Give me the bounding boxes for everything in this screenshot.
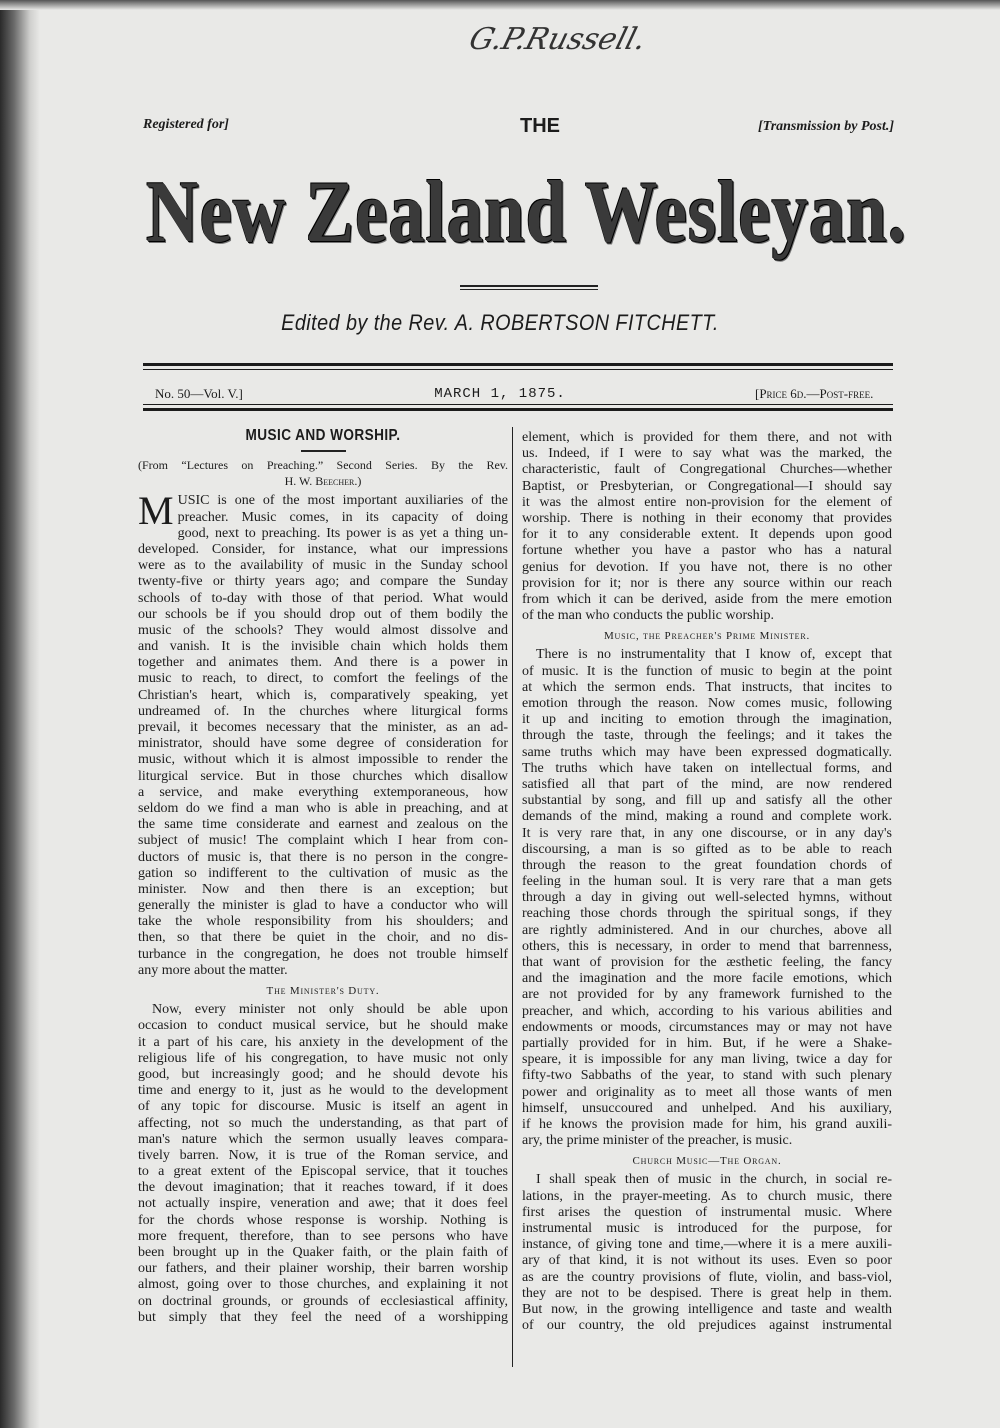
text-line: more frequent, therefore, than to see persons who have bbox=[138, 1228, 508, 1244]
text-line: generally the minister is glad to have a conductor who will bbox=[138, 898, 508, 914]
text-line: element, which is provided for them there, and not with bbox=[522, 430, 892, 445]
text-line: Baptist, or Presbyterian, or Congregational—I should say bbox=[522, 478, 892, 494]
text-line: for it to any considerable extent. It depends upon good bbox=[522, 527, 892, 543]
text-line: any more about the matter. bbox=[138, 962, 288, 978]
editor-line: Edited by the Rev. A. ROBERTSON FITCHETT. bbox=[281, 310, 719, 335]
intro-body bbox=[138, 488, 508, 979]
text-line: affecting, not so much the understanding, as that part of bbox=[138, 1115, 508, 1131]
text-line: that want of provision for the æsthetic feeling, the fancy bbox=[522, 955, 892, 971]
text-line: time and energy to it, just as he would to the development bbox=[138, 1083, 508, 1099]
text-line: ary, the prime minister of the preacher, is music. bbox=[522, 1133, 793, 1149]
text-line: himself, unsuccoured and unhelped. And his auxiliary, bbox=[522, 1100, 892, 1116]
price: [Price 6d.—Post-free. bbox=[755, 386, 874, 401]
text-line: It is very rare that, in any one discourse, or in any day's bbox=[522, 825, 892, 841]
dateline-bottom-rule bbox=[143, 408, 893, 411]
text-line: discoursing, a man is so gifted as to be able to reach bbox=[522, 841, 892, 857]
text-line: There is no instrumentality that I know of, except that bbox=[536, 647, 892, 663]
text-line: characteristic, fault of Congregational Churches—whether bbox=[522, 462, 892, 478]
text-line: turbance in the congregation, he does not trouble himself bbox=[138, 946, 508, 962]
text-line: almost, going over to those churches, and explaining it not bbox=[138, 1277, 508, 1293]
text-line: ary of that kind, it is not without its uses. Even so poor bbox=[522, 1253, 892, 1269]
text-line: to a great extent of the Episcopal service, that it touches bbox=[138, 1164, 508, 1180]
section-lines bbox=[522, 1172, 892, 1334]
text-line: take the whole responsibility from his shoulders; and bbox=[138, 914, 508, 930]
text-line: then, so that there be quiet in the choir, and no dis- bbox=[138, 930, 508, 946]
text-line: I shall speak then of music in the church, in social re- bbox=[536, 1172, 892, 1188]
text-line: fortune whether you have a pastor who has a natural bbox=[522, 543, 892, 559]
text-line: music of the schools? They would almost dissolve and bbox=[138, 622, 508, 638]
text-line: prevail, it becomes necessary that the minister, as an ad- bbox=[138, 720, 508, 736]
column-divider bbox=[512, 427, 513, 1367]
text-line: man's nature which the sermon usually leaves compara- bbox=[138, 1131, 508, 1147]
section-heading: The Minister's Duty. bbox=[266, 985, 380, 998]
text-line: were as to the availability of music in the Sunday school bbox=[138, 558, 508, 574]
text-line: gation so indifferent to the cultivation of music as the bbox=[138, 865, 508, 881]
registered-note: Registered for] bbox=[143, 117, 229, 132]
issue-date: MARCH 1, 1875. bbox=[434, 386, 566, 402]
text-line: religious life of his congregation, to have music not only bbox=[138, 1050, 508, 1066]
right-column bbox=[522, 430, 892, 1334]
text-line: genius for devotion. If you have not, there is no other bbox=[522, 559, 892, 575]
text-line: and the imagination and the more facile emotions, which bbox=[522, 971, 892, 987]
text-line: instrumental music is introduced for the purpose, for bbox=[522, 1221, 892, 1237]
text-line: it was the almost entire non-provision for the element of bbox=[522, 494, 892, 510]
text-line: together and animates them. And there is a power in bbox=[138, 655, 508, 671]
section-heading: Church Music—The Organ. bbox=[632, 1155, 782, 1168]
text-line: substantial by song, and fill up and satisfy all the other bbox=[522, 793, 892, 809]
text-line: emotion through the reason. Now comes music, following bbox=[522, 696, 892, 712]
text-line: our schools be if you should drop out of them bodily the bbox=[138, 606, 508, 622]
text-line: the same time considerate and earnest and zealous on the bbox=[138, 817, 508, 833]
text-line: Christian's heart, which is, comparatively speaking, yet bbox=[138, 687, 508, 703]
text-line: developed. Consider, for instance, what our impressions bbox=[138, 541, 508, 557]
text-line: are not provided for by any framework furnished to the bbox=[522, 987, 892, 1003]
text-line: The truths which have taken on intellectual forms, and bbox=[522, 760, 892, 776]
intro-lines bbox=[138, 488, 508, 979]
text-line: power and originality as to meet all those wants of men bbox=[522, 1084, 892, 1100]
text-line: through the taste, through the feelings; and it takes the bbox=[522, 728, 892, 744]
text-line: preacher. Music comes, in its capacity of doing bbox=[177, 509, 508, 525]
masthead-the: THE bbox=[520, 115, 560, 137]
text-line: instance, of giving tone and time,—where it is a mere auxili- bbox=[522, 1237, 892, 1253]
drop-cap: M bbox=[138, 488, 174, 534]
text-line: same truths which may have been expressed dogmatically. bbox=[522, 744, 892, 760]
text-line: us. Indeed, if I were to say what was the marked, the bbox=[522, 446, 892, 462]
text-line: ductors of music is, that there is no person in the congre- bbox=[138, 849, 508, 865]
text-line: Now, every minister not only should be able upon bbox=[152, 1002, 508, 1018]
text-line: through the reason to the great foundation chords of bbox=[522, 857, 892, 873]
section-lines bbox=[522, 647, 892, 1149]
text-line: it up and inciting to emotion through the imagination, bbox=[522, 712, 892, 728]
text-line: first arises the question of instrumental music. Where bbox=[522, 1204, 892, 1220]
text-line: if he knows the provision made for him, his grand auxili- bbox=[522, 1116, 892, 1132]
section-heading: Music, the Preacher's Prime Minister. bbox=[603, 630, 811, 643]
text-line: of music. It is the function of music to begin at the point bbox=[522, 663, 892, 679]
text-line: the devout imagination; that it reaches toward, if it does bbox=[138, 1180, 508, 1196]
text-line: it a part of his care, his anxiety in the development of the bbox=[138, 1034, 508, 1050]
text-line: schools of to-day with those of that period. What would bbox=[138, 590, 508, 606]
continued-lines bbox=[522, 430, 892, 624]
text-line: fifty-two Sabbaths of the year, to stand with such plenary bbox=[522, 1068, 892, 1084]
source-author: H. W. Beecher.) bbox=[284, 474, 362, 489]
text-line: but simply that they feel the need of a worshipping bbox=[138, 1309, 508, 1325]
text-line: worship. There is nothing in their economy that provides bbox=[522, 510, 892, 526]
text-line: reaching those chords through the spiritual songs, if they bbox=[522, 906, 892, 922]
transmission-note: [Transmission by Post.] bbox=[758, 119, 894, 134]
text-line: been brought up in the Quaker faith, or the plain faith of bbox=[138, 1245, 508, 1261]
section-lines bbox=[138, 1002, 508, 1326]
issue-number: No. 50—Vol. V.] bbox=[155, 386, 243, 401]
text-line: lations, in the prayer-meeting. As to church music, there bbox=[522, 1188, 892, 1204]
text-line: a service, and make everything extemporaneous, how bbox=[138, 784, 508, 800]
text-line: of our country, the old prejudices against instrumental bbox=[522, 1318, 892, 1334]
page-binding-edge bbox=[0, 0, 40, 1428]
text-line: our fathers, and their plainer worship, their barren worship bbox=[138, 1261, 508, 1277]
text-line: tively barren. Now, it is true of the Roman service, and bbox=[138, 1147, 508, 1163]
text-line: of the man who conducts the public worship. bbox=[522, 608, 774, 624]
text-line: twenty-five or thirty years ago; and compare the Sunday bbox=[138, 574, 508, 590]
article-source bbox=[138, 458, 508, 489]
text-line: liturgical service. But in those churches which disallow bbox=[138, 768, 508, 784]
masthead-rule bbox=[460, 285, 598, 290]
source-line: (From “Lectures on Preaching.” Second Series. By the Rev. bbox=[138, 458, 508, 473]
article-title: MUSIC AND WORSHIP. bbox=[245, 427, 401, 444]
handwritten-signature: G.P.Russell. bbox=[465, 22, 650, 57]
text-line: good, but increasingly good; and he should devote his bbox=[138, 1066, 508, 1082]
text-line: they are not to be despised. There is great help in them. bbox=[522, 1285, 892, 1301]
text-line: as are the country provisions of flute, violin, and bass-viol, bbox=[522, 1269, 892, 1285]
text-line: occasion to conduct musical service, but he should make bbox=[138, 1018, 508, 1034]
text-line: through a day in giving out well-selected hymns, without bbox=[522, 890, 892, 906]
text-line: demands of the mind, making a round and complete work. bbox=[522, 809, 892, 825]
text-line: others, this is necessary, in order to mend that barrenness, bbox=[522, 938, 892, 954]
text-line: on doctrinal grounds, or grounds of ecclesiastical affinity, bbox=[138, 1293, 508, 1309]
text-line: speare, it is impossible for any man living, twice a day for bbox=[522, 1052, 892, 1068]
text-line: from which it can be derived, aside from the mere emotion bbox=[522, 591, 892, 607]
masthead-title: New Zealand Wesleyan. bbox=[146, 164, 907, 261]
text-line: music, without which it is almost impossible to render the bbox=[138, 752, 508, 768]
text-line: and vanish. It is the invisible chain which holds them bbox=[138, 639, 508, 655]
text-line: satisfied all that part of the mind, are now rendered bbox=[522, 776, 892, 792]
text-line: music to reach, to direct, to comfort the feelings of the bbox=[138, 671, 508, 687]
text-line: feeling in the human soul. It is very rare that a man gets bbox=[522, 874, 892, 890]
text-line: preacher, and which, according to his various abilities and bbox=[522, 1003, 892, 1019]
text-line: are rightly administered. And in our churches, above all bbox=[522, 922, 892, 938]
text-line: ministrator, should have some degree of consideration for bbox=[138, 736, 508, 752]
text-line: But now, in the growing intelligence and taste and wealth bbox=[522, 1301, 892, 1317]
text-line: provision for it; nor is there any source within our reach bbox=[522, 575, 892, 591]
text-line: partially provided for in him. But, if he were a Shake- bbox=[522, 1035, 892, 1051]
left-column bbox=[138, 428, 508, 1326]
dateline-top-rule-thin bbox=[143, 369, 893, 370]
text-line: minister. Now and then there is an exception; but bbox=[138, 881, 508, 897]
text-line: subject of music! The complaint which I hear from con- bbox=[138, 833, 508, 849]
text-line: seldom do we find a man who is able in preaching, and at bbox=[138, 800, 508, 816]
page-top-edge bbox=[0, 0, 1000, 10]
text-line: endowments or moods, circumstances may or may not have bbox=[522, 1019, 892, 1035]
text-line: undreamed of. In the churches where liturgical forms bbox=[138, 703, 508, 719]
text-line: not actually inspire, veneration and awe; that it does feel bbox=[138, 1196, 508, 1212]
text-line: for the chords whose response is worship. Nothing is bbox=[138, 1212, 508, 1228]
dateline-bottom-rule-thin bbox=[143, 404, 893, 405]
text-line: good, next to preaching. Its power is as yet a thing un- bbox=[177, 525, 508, 541]
text-line: of any topic for discourse. Music is itself an agent in bbox=[138, 1099, 508, 1115]
text-line: at which the sermon ends. That instructs, that incites to bbox=[522, 679, 892, 695]
text-line: USIC is one of the most important auxiliaries of the bbox=[177, 493, 508, 509]
title-rule bbox=[301, 450, 346, 452]
dateline-top-rule bbox=[143, 363, 893, 366]
